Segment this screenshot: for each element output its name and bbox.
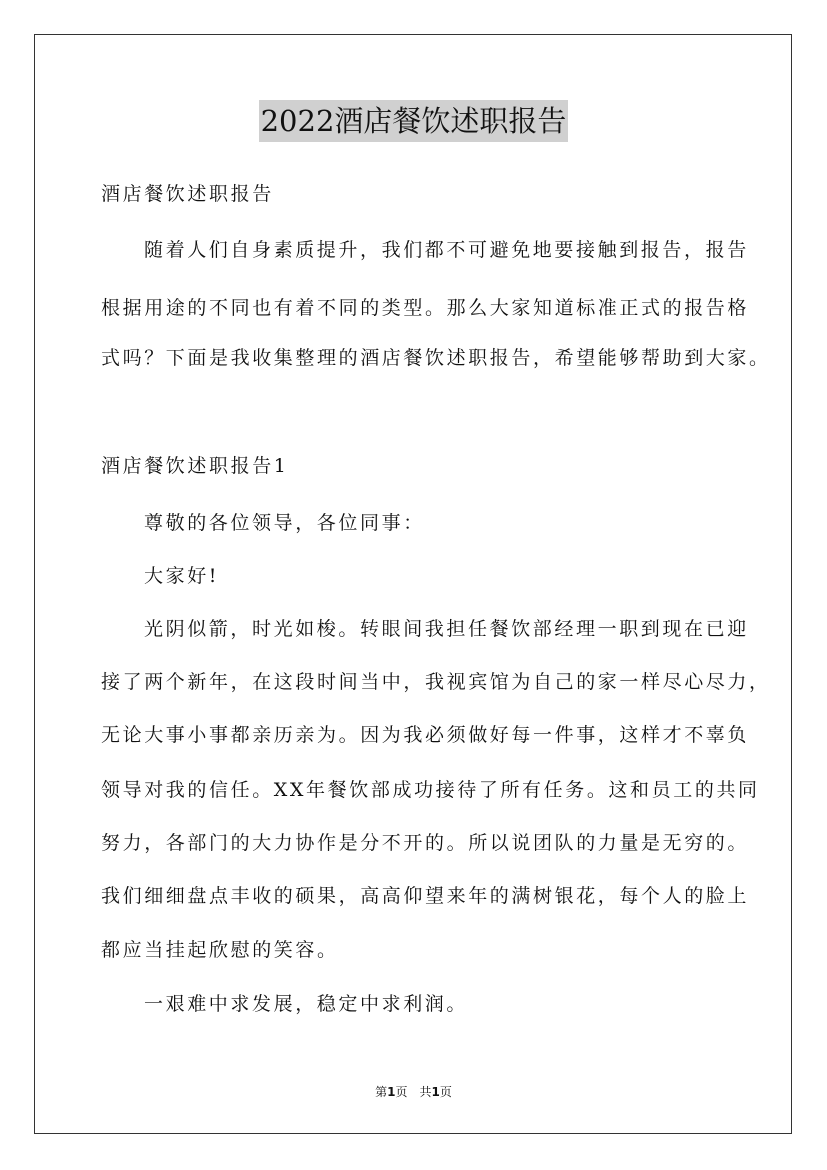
footer-total-pages: 1 xyxy=(431,1085,440,1099)
title-container xyxy=(0,100,827,142)
intro-line-1: 随着人们自身素质提升，我们都不可避免地要接触到报告，报告 xyxy=(144,239,749,261)
body-line-4: 领导对我的信任。XX年餐饮部成功接待了所有任务。这和员工的共同 xyxy=(101,779,760,801)
section-heading: 酒店餐饮述职报告1 xyxy=(101,455,289,477)
footer-page-suffix: 页 共 xyxy=(395,1085,432,1099)
intro-line-2: 根据用途的不同也有着不同的类型。那么大家知道标准正式的报告格 xyxy=(101,297,750,319)
footer-prefix: 第 xyxy=(375,1085,388,1099)
hello: 大家好! xyxy=(144,565,220,587)
point-one: 一艰难中求发展，稳定中求利润。 xyxy=(144,993,469,1015)
body-line-5: 努力，各部门的大力协作是分不开的。所以说团队的力量是无穷的。 xyxy=(101,832,750,854)
footer-total-suffix: 页 xyxy=(439,1085,452,1099)
subtitle: 酒店餐饮述职报告 xyxy=(101,183,274,205)
greeting: 尊敬的各位领导，各位同事： xyxy=(144,512,425,534)
body-line-7: 都应当挂起欣慰的笑容。 xyxy=(101,939,339,961)
intro-line-3: 式吗？下面是我收集整理的酒店餐饮述职报告，希望能够帮助到大家。 xyxy=(101,347,771,369)
document-title: 2022酒店餐饮述职报告 xyxy=(259,100,569,142)
body-line-2: 接了两个新年，在这段时间当中，我视宾馆为自己的家一样尽心尽力， xyxy=(101,671,771,693)
body-line-3: 无论大事小事都亲历亲为。因为我必须做好每一件事，这样才不辜负 xyxy=(101,724,750,746)
footer-page-number: 1 xyxy=(387,1085,396,1099)
body-line-6: 我们细细盘点丰收的硕果，高高仰望来年的满树银花，每个人的脸上 xyxy=(101,885,750,907)
page-footer xyxy=(0,1084,827,1100)
body-line-1: 光阴似箭，时光如梭。转眼间我担任餐饮部经理一职到现在已迎 xyxy=(144,618,749,640)
